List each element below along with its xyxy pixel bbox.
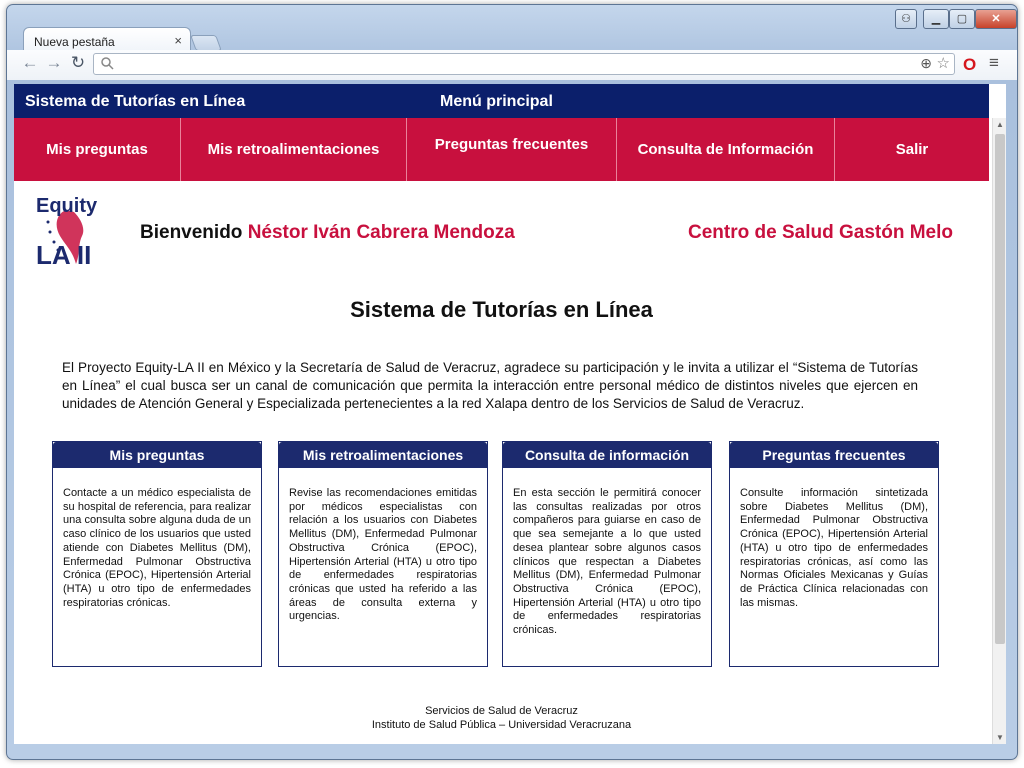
footer-line-1: Servicios de Salud de Veracruz bbox=[425, 705, 578, 717]
reload-icon[interactable]: ↻ bbox=[70, 53, 86, 72]
welcome-prefix: Bienvenido bbox=[140, 222, 243, 243]
card-body: Revise las recomendaciones emitidas por médicos especialistas con relación a los usuarios con Diabetes Mellitus (DM), Enfermedad Pulmonar Obstructiva Crónica (EPOC), Hipertensión Arterial (HTA) u otro tipo de enfermedades respiratorias crónicas que usted ha referido a las áreas de consulta externa y urgencias. bbox=[289, 487, 477, 623]
zoom-icon[interactable]: ⊕ bbox=[920, 55, 932, 71]
tab-title: Nueva pestaña bbox=[34, 35, 115, 49]
card-title[interactable]: Mis preguntas bbox=[53, 442, 261, 468]
nav-consulta-informacion[interactable]: Consulta de Información bbox=[617, 118, 835, 181]
card-title[interactable]: Mis retroalimentaciones bbox=[279, 442, 487, 468]
vertical-scrollbar[interactable] bbox=[992, 118, 1006, 744]
card-mis-preguntas[interactable] bbox=[52, 441, 262, 667]
health-center-name: Centro de Salud Gastón Melo bbox=[688, 222, 953, 243]
search-icon bbox=[100, 56, 114, 73]
card-title[interactable]: Preguntas frecuentes bbox=[730, 442, 938, 468]
maximize-button[interactable]: ▢ bbox=[949, 9, 975, 29]
browser-toolbar bbox=[7, 50, 1017, 80]
welcome-line bbox=[140, 222, 515, 244]
user-icon[interactable]: ⚇ bbox=[895, 9, 917, 29]
nav-mis-preguntas[interactable]: Mis preguntas bbox=[14, 118, 181, 181]
nav-mis-retroalimentaciones[interactable]: Mis retroalimentaciones bbox=[181, 118, 407, 181]
new-tab-button[interactable] bbox=[190, 35, 222, 51]
user-name: Néstor Iván Cabrera Mendoza bbox=[247, 222, 515, 243]
system-title: Sistema de Tutorías en Línea bbox=[25, 93, 246, 110]
scroll-up-icon[interactable]: ▲ bbox=[996, 120, 1004, 129]
minimize-button[interactable]: ▁ bbox=[923, 9, 949, 29]
scroll-thumb[interactable] bbox=[995, 134, 1005, 644]
close-window-button[interactable]: ✕ bbox=[975, 9, 1017, 29]
card-body: En esta sección le permitirá conocer las consultas realizadas por otros compañeros para guiarse en caso de que sea semejante a lo que usted desea plantear sobre algunos casos clínicos que respectan a Diabetes Mellitus (DM), Enfermedad Pulmonar Obstructiva Crónica (EPOC), Hipertensión Arterial (HTA) u otro tipo de enfermedades respiratorias crónicas. bbox=[513, 487, 701, 637]
card-title[interactable]: Consulta de información bbox=[503, 442, 711, 468]
back-icon[interactable]: ← bbox=[21, 53, 39, 72]
intro-paragraph: El Proyecto Equity-LA II en México y la Secretaría de Salud de Veracruz, agradece su participación y le invita a utilizar el “Sistema de Tutorías en Línea” el cual busca ser un canal de comunicación que permita la interacción entre personal médico de distintos niveles que ejercen en unidades de Atención General y Especializada pertenecientes a la red Xalapa dentro de los Servicios de Salud de Veracruz. bbox=[62, 360, 918, 411]
menu-icon[interactable]: ≡ bbox=[989, 53, 999, 72]
page-viewport bbox=[14, 84, 1006, 744]
footer-line-2: Instituto de Salud Pública – Universidad Veracruzana bbox=[371, 719, 632, 731]
nav-preguntas-frecuentes[interactable]: Preguntas frecuentes bbox=[407, 118, 617, 181]
forward-icon[interactable]: → bbox=[45, 53, 63, 72]
top-header-bar bbox=[14, 84, 989, 118]
close-tab-icon[interactable]: × bbox=[174, 33, 182, 48]
equity-logo bbox=[36, 192, 112, 272]
menu-title: Menú principal bbox=[440, 93, 553, 110]
star-icon[interactable]: ☆ bbox=[936, 55, 950, 72]
address-bar[interactable] bbox=[93, 53, 955, 75]
logo-text-bottom: LA II bbox=[36, 240, 92, 270]
card-consulta-informacion[interactable] bbox=[502, 441, 712, 667]
opera-icon[interactable]: O bbox=[963, 55, 977, 74]
nav-salir[interactable]: Salir bbox=[895, 141, 929, 158]
logo-text-top: Equity bbox=[36, 195, 98, 217]
page-title: Sistema de Tutorías en Línea bbox=[350, 297, 653, 322]
card-preguntas-frecuentes[interactable] bbox=[729, 441, 939, 667]
card-body: Contacte a un médico especialista de su hospital de referencia, para realizar una consulta sobre alguna duda de un caso clínico de los usuarios que usted atiende con Diabetes Mellitus (DM), Enfermedad Pulmonar Obstructiva Crónica (EPOC), Hipertensión Arterial (HTA) u otro tipo de enfermedades respiratorias crónicas. bbox=[63, 487, 251, 609]
scroll-down-icon[interactable]: ▼ bbox=[996, 733, 1004, 742]
page-footer bbox=[14, 704, 989, 732]
main-nav bbox=[14, 118, 989, 181]
card-body: Consulte información sintetizada sobre Diabetes Mellitus (DM), Enfermedad Pulmonar Obstructiva Crónica (EPOC), Hipertensión Arterial (HTA) u otro tipo de enfermedades respiratorias crónicas, así como las Normas Oficiales Mexicanas y Guías de Práctica Clínica relacionadas con las mismas. bbox=[740, 487, 928, 609]
card-mis-retroalimentaciones[interactable] bbox=[278, 441, 488, 667]
